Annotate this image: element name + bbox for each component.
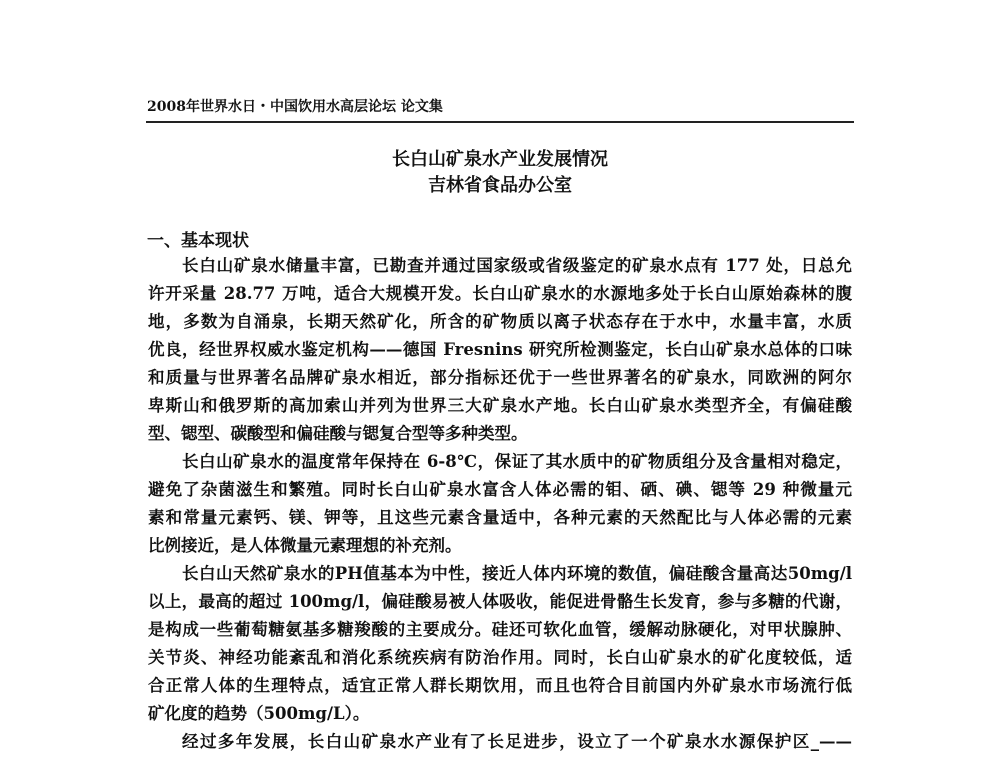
- paragraph-line: 合正常人体的生理特点，适宜正常人群长期饮用，而且也符合目前国内外矿泉水市场流行低: [148, 676, 852, 695]
- paragraph-line: 避免了杂菌滋生和繁殖。同时长白山矿泉水富含人体必需的钼、硒、碘、锶等 29 种微量元: [148, 480, 852, 499]
- paragraph-line: 地，多数为自涌泉，长期天然矿化，所含的矿物质以离子状态存在于水中，水量丰富，水质: [148, 312, 852, 331]
- paragraph-line: 许开采量 28.77 万吨，适合大规模开发。长白山矿泉水的水源地多处于长白山原始森林的腹: [148, 284, 852, 303]
- article-title: 长白山矿泉水产业发展情况: [392, 149, 608, 170]
- paragraph-line: 是构成一些葡萄糖氨基多糖羧酸的主要成分。硅还可软化血管，缓解动脉硬化，对甲状腺肿、: [148, 620, 852, 639]
- paragraph-line: 优良，经世界权威水鉴定机构——德国 Fresnins 研究所检测鉴定，长白山矿泉水总体的口味: [148, 340, 852, 359]
- paragraph-line: 以上，最高的超过 100mg/l，偏硅酸易被人体吸收，能促进骨骼生长发育，参与多糖的代谢，: [148, 592, 852, 611]
- article-author: 吉林省食品办公室: [428, 175, 572, 196]
- paragraph-line: 比例接近，是人体微量元素理想的补充剂。: [148, 536, 462, 555]
- paragraph-line: 长白山矿泉水的温度常年保持在 6-8℃，保证了其水质中的矿物质组分及含量相对稳定，: [182, 452, 852, 471]
- paragraph-line: 卑斯山和俄罗斯的高加索山并列为世界三大矿泉水产地。长白山矿泉水类型齐全，有偏硅酸: [148, 396, 852, 415]
- paragraph-line: 和质量与世界著名品牌矿泉水相近，部分指标还优于一些世界著名的矿泉水，同欧洲的阿尔: [148, 368, 852, 387]
- paragraph-line: 长白山矿泉水储量丰富，已勘查并通过国家级或省级鉴定的矿泉水点有 177 处，日总允: [182, 256, 852, 275]
- paragraph-line: 关节炎、神经功能紊乱和消化系统疾病有防治作用。同时，长白山矿泉水的矿化度较低，适: [148, 648, 852, 667]
- paragraph-line: 素和常量元素钙、镁、钾等，且这些元素含量适中，各种元素的天然配比与人体必需的元素: [148, 508, 852, 527]
- section-heading: 一、基本现状: [147, 231, 249, 251]
- header-rule: [146, 121, 854, 123]
- paragraph-line: 型、锶型、碳酸型和偏硅酸与锶复合型等多种类型。: [148, 424, 528, 443]
- paragraph-line: 经过多年发展，长白山矿泉水产业有了长足进步，设立了一个矿泉水水源保护区_——: [182, 732, 852, 751]
- article-body: [148, 252, 852, 756]
- paragraph-line: 长白山天然矿泉水的PH值基本为中性，接近人体内环境的数值，偏硅酸含量高达50mg/l: [182, 564, 852, 583]
- running-header: 2008年世界水日・中国饮用水高层论坛 论文集: [147, 99, 443, 115]
- paragraph-line: 矿化度的趋势（500mg/L）。: [148, 704, 370, 723]
